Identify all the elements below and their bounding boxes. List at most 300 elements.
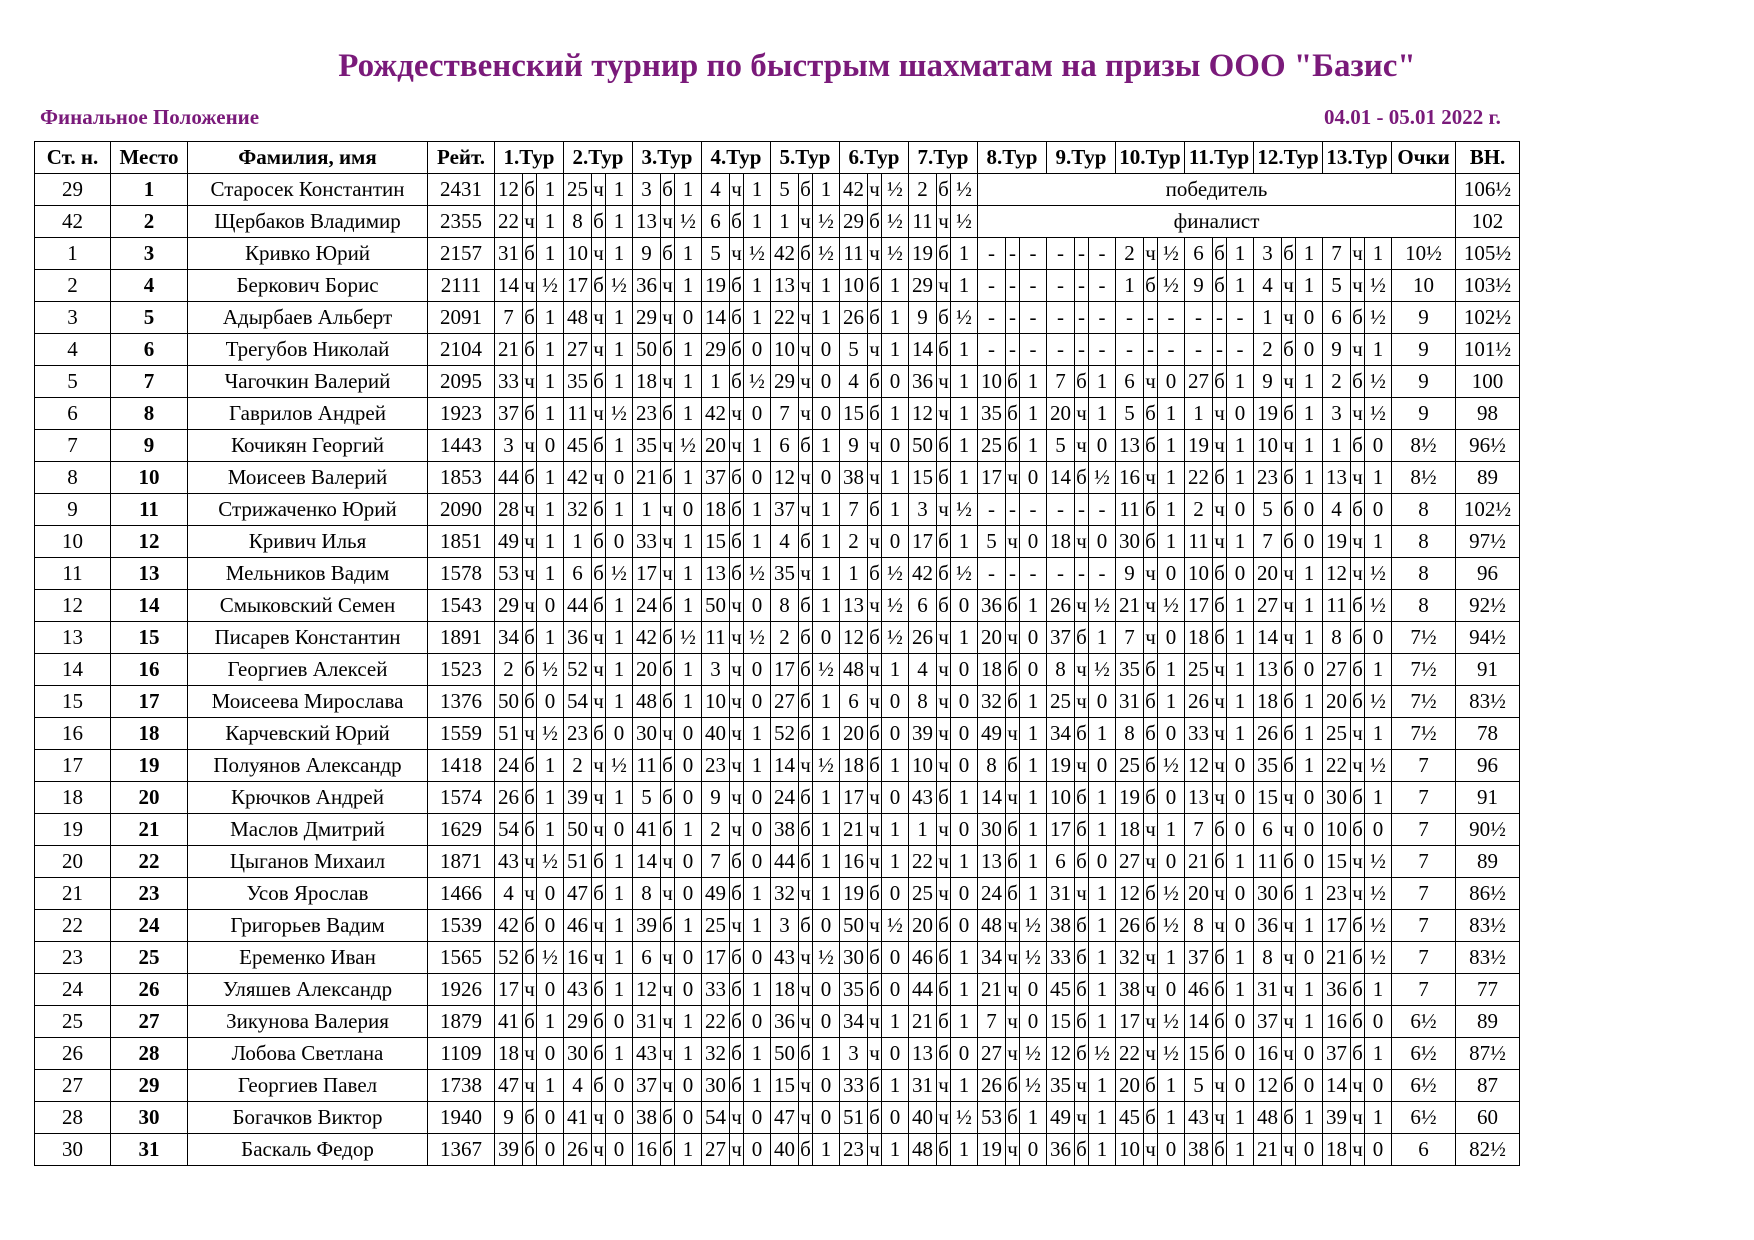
- color-cell: ч: [937, 622, 951, 654]
- result-cell: 1: [951, 622, 978, 654]
- color-cell: ч: [1144, 814, 1158, 846]
- color-cell: -: [1075, 270, 1089, 302]
- result-cell: 1: [1089, 398, 1116, 430]
- opponent-cell: 7: [702, 846, 730, 878]
- opponent-cell: 3: [909, 494, 937, 526]
- opponent-cell: 26: [1185, 686, 1213, 718]
- color-cell: ч: [523, 270, 537, 302]
- color-cell: ч: [1075, 878, 1089, 910]
- tiebreak-cell: 90½: [1456, 814, 1520, 846]
- rating-cell: 2095: [428, 366, 495, 398]
- color-cell: б: [1144, 654, 1158, 686]
- opponent-cell: 29: [840, 206, 868, 238]
- tiebreak-cell: 92½: [1456, 590, 1520, 622]
- opponent-cell: 14: [1254, 622, 1282, 654]
- opponent-cell: 37: [1323, 1038, 1351, 1070]
- color-cell: ч: [868, 590, 882, 622]
- color-cell: -: [1144, 334, 1158, 366]
- opponent-cell: 15: [840, 398, 868, 430]
- opponent-cell: 27: [1116, 846, 1144, 878]
- table-row: [35, 750, 1520, 782]
- result-cell: 1: [1227, 686, 1254, 718]
- result-cell: ½: [1158, 270, 1185, 302]
- opponent-cell: 18: [1116, 814, 1144, 846]
- opponent-cell: 36: [564, 622, 592, 654]
- result-cell: ½: [1020, 910, 1047, 942]
- opponent-cell: 13: [840, 590, 868, 622]
- color-cell: ч: [1213, 430, 1227, 462]
- color-cell: ч: [937, 366, 951, 398]
- result-cell: 0: [744, 782, 771, 814]
- color-cell: б: [661, 654, 675, 686]
- opponent-cell: 47: [495, 1070, 523, 1102]
- result-cell: ½: [1158, 750, 1185, 782]
- result-cell: 1: [951, 1006, 978, 1038]
- result-cell: 1: [1365, 1038, 1392, 1070]
- opponent-cell: 40: [771, 1134, 799, 1166]
- color-cell: ч: [868, 430, 882, 462]
- color-cell: ч: [1351, 878, 1365, 910]
- color-cell: б: [868, 1102, 882, 1134]
- color-cell: ч: [1075, 654, 1089, 686]
- color-cell: ч: [799, 494, 813, 526]
- result-cell: ½: [1365, 878, 1392, 910]
- rating-cell: 1853: [428, 462, 495, 494]
- table-row: [35, 654, 1520, 686]
- header-round: 13.Тур: [1323, 142, 1392, 174]
- place-cell: 7: [111, 366, 188, 398]
- opponent-cell: 2: [840, 526, 868, 558]
- result-cell: ½: [744, 558, 771, 590]
- opponent-cell: 18: [495, 1038, 523, 1070]
- table-row: [35, 238, 1520, 270]
- result-cell: 1: [1296, 398, 1323, 430]
- result-cell: 0: [537, 1038, 564, 1070]
- opponent-cell: 30: [840, 942, 868, 974]
- opponent-cell: 19: [1323, 526, 1351, 558]
- result-cell: 0: [744, 398, 771, 430]
- opponent-cell: 1: [771, 206, 799, 238]
- place-cell: 29: [111, 1070, 188, 1102]
- opponent-cell: 2: [1254, 334, 1282, 366]
- player-name-cell: Полуянов Александр: [188, 750, 428, 782]
- player-name-cell: Писарев Константин: [188, 622, 428, 654]
- header-round: 1.Тур: [495, 142, 564, 174]
- table-row: [35, 814, 1520, 846]
- color-cell: б: [937, 942, 951, 974]
- color-cell: -: [1075, 238, 1089, 270]
- result-cell: 1: [1020, 398, 1047, 430]
- color-cell: ч: [1213, 1102, 1227, 1134]
- color-cell: ч: [661, 494, 675, 526]
- place-cell: 5: [111, 302, 188, 334]
- rating-cell: 2091: [428, 302, 495, 334]
- color-cell: ч: [730, 590, 744, 622]
- place-cell: 28: [111, 1038, 188, 1070]
- result-cell: 1: [882, 270, 909, 302]
- color-cell: б: [1213, 366, 1227, 398]
- table-row: [35, 526, 1520, 558]
- color-cell: б: [799, 910, 813, 942]
- player-name-cell: Карчевский Юрий: [188, 718, 428, 750]
- points-cell: 9: [1392, 334, 1456, 366]
- opponent-cell: 25: [1116, 750, 1144, 782]
- start-number-cell: 12: [35, 590, 111, 622]
- result-cell: 0: [1158, 974, 1185, 1006]
- opponent-cell: 1: [1254, 302, 1282, 334]
- opponent-cell: 1: [1323, 430, 1351, 462]
- result-cell: 0: [882, 974, 909, 1006]
- color-cell: ч: [1006, 718, 1020, 750]
- opponent-cell: -: [1185, 302, 1213, 334]
- opponent-cell: 2: [1185, 494, 1213, 526]
- opponent-cell: 22: [1116, 1038, 1144, 1070]
- player-name-cell: Григорьев Вадим: [188, 910, 428, 942]
- tiebreak-cell: 89: [1456, 846, 1520, 878]
- start-number-cell: 25: [35, 1006, 111, 1038]
- color-cell: ч: [937, 718, 951, 750]
- rating-cell: 1923: [428, 398, 495, 430]
- color-cell: ч: [1075, 686, 1089, 718]
- color-cell: ч: [937, 398, 951, 430]
- result-cell: 0: [813, 366, 840, 398]
- place-cell: 30: [111, 1102, 188, 1134]
- color-cell: б: [523, 782, 537, 814]
- points-cell: 8½: [1392, 430, 1456, 462]
- result-cell: ½: [537, 654, 564, 686]
- result-cell: 1: [1158, 526, 1185, 558]
- tiebreak-cell: 94½: [1456, 622, 1520, 654]
- player-name-cell: Смыковский Семен: [188, 590, 428, 622]
- result-cell: 0: [1296, 942, 1323, 974]
- opponent-cell: 5: [1323, 270, 1351, 302]
- points-cell: 7: [1392, 750, 1456, 782]
- opponent-cell: 12: [771, 462, 799, 494]
- opponent-cell: 44: [909, 974, 937, 1006]
- result-cell: 1: [1158, 1102, 1185, 1134]
- color-cell: ч: [592, 1102, 606, 1134]
- opponent-cell: 22: [909, 846, 937, 878]
- color-cell: б: [1351, 942, 1365, 974]
- player-name-cell: Мельников Вадим: [188, 558, 428, 590]
- color-cell: ч: [523, 1038, 537, 1070]
- color-cell: ч: [799, 558, 813, 590]
- table-header-row: [35, 142, 1520, 174]
- color-cell: б: [523, 238, 537, 270]
- color-cell: ч: [592, 462, 606, 494]
- result-cell: 1: [1296, 558, 1323, 590]
- result-cell: 1: [951, 462, 978, 494]
- opponent-cell: 42: [495, 910, 523, 942]
- result-cell: 1: [675, 270, 702, 302]
- color-cell: б: [1351, 494, 1365, 526]
- result-cell: 0: [813, 334, 840, 366]
- result-cell: 1: [537, 398, 564, 430]
- opponent-cell: 8: [564, 206, 592, 238]
- result-cell: 1: [1296, 238, 1323, 270]
- result-cell: ½: [813, 654, 840, 686]
- table-row: [35, 1070, 1520, 1102]
- color-cell: б: [1144, 1070, 1158, 1102]
- result-cell: 0: [951, 1038, 978, 1070]
- color-cell: б: [1282, 1070, 1296, 1102]
- opponent-cell: 20: [633, 654, 661, 686]
- result-cell: 1: [951, 846, 978, 878]
- color-cell: ч: [523, 974, 537, 1006]
- opponent-cell: 17: [909, 526, 937, 558]
- result-cell: 0: [1158, 622, 1185, 654]
- color-cell: ч: [661, 974, 675, 1006]
- opponent-cell: 39: [909, 718, 937, 750]
- opponent-cell: 36: [1323, 974, 1351, 1006]
- result-cell: 1: [882, 1006, 909, 1038]
- place-cell: 20: [111, 782, 188, 814]
- result-cell: 0: [1020, 654, 1047, 686]
- result-cell: 1: [537, 526, 564, 558]
- result-cell: 0: [813, 462, 840, 494]
- opponent-cell: 1: [564, 526, 592, 558]
- opponent-cell: 44: [771, 846, 799, 878]
- tiebreak-cell: 101½: [1456, 334, 1520, 366]
- color-cell: ч: [1213, 526, 1227, 558]
- opponent-cell: 9: [1185, 270, 1213, 302]
- result-cell: 1: [1296, 750, 1323, 782]
- header-round: 4.Тур: [702, 142, 771, 174]
- color-cell: ч: [937, 494, 951, 526]
- result-cell: 0: [882, 686, 909, 718]
- color-cell: б: [937, 1006, 951, 1038]
- tiebreak-cell: 100: [1456, 366, 1520, 398]
- result-cell: 1: [1365, 334, 1392, 366]
- result-cell: 1: [606, 174, 633, 206]
- opponent-cell: 17: [564, 270, 592, 302]
- header-round: 3.Тур: [633, 142, 702, 174]
- color-cell: ч: [1282, 558, 1296, 590]
- color-cell: ч: [868, 526, 882, 558]
- result-cell: ½: [606, 750, 633, 782]
- result-cell: 0: [744, 1134, 771, 1166]
- color-cell: ч: [592, 814, 606, 846]
- opponent-cell: 31: [1047, 878, 1075, 910]
- result-cell: ½: [1365, 910, 1392, 942]
- opponent-cell: 11: [1254, 846, 1282, 878]
- opponent-cell: 50: [840, 910, 868, 942]
- result-cell: 0: [1365, 622, 1392, 654]
- opponent-cell: 15: [1047, 1006, 1075, 1038]
- color-cell: б: [730, 302, 744, 334]
- rating-cell: 1891: [428, 622, 495, 654]
- opponent-cell: 15: [702, 526, 730, 558]
- opponent-cell: 25: [564, 174, 592, 206]
- result-cell: 1: [1020, 750, 1047, 782]
- color-cell: ч: [1144, 366, 1158, 398]
- opponent-cell: 7: [1323, 238, 1351, 270]
- color-cell: ч: [1075, 590, 1089, 622]
- color-cell: ч: [730, 654, 744, 686]
- color-cell: б: [937, 590, 951, 622]
- start-number-cell: 5: [35, 366, 111, 398]
- result-cell: 1: [537, 366, 564, 398]
- opponent-cell: 12: [1185, 750, 1213, 782]
- color-cell: ч: [1144, 846, 1158, 878]
- result-cell: 0: [675, 302, 702, 334]
- result-cell: 0: [1158, 558, 1185, 590]
- color-cell: б: [730, 366, 744, 398]
- color-cell: б: [730, 1038, 744, 1070]
- result-cell: 1: [1296, 270, 1323, 302]
- color-cell: б: [1006, 1102, 1020, 1134]
- opponent-cell: 15: [1323, 846, 1351, 878]
- opponent-cell: 39: [564, 782, 592, 814]
- color-cell: ч: [1075, 750, 1089, 782]
- color-cell: ч: [1006, 462, 1020, 494]
- result-cell: 0: [1020, 1006, 1047, 1038]
- result-cell: 1: [1020, 846, 1047, 878]
- result-cell: 0: [813, 398, 840, 430]
- color-cell: ч: [1006, 622, 1020, 654]
- result-cell: 0: [951, 878, 978, 910]
- table-row: [35, 910, 1520, 942]
- opponent-cell: 31: [495, 238, 523, 270]
- result-cell: ½: [813, 206, 840, 238]
- start-number-cell: 1: [35, 238, 111, 270]
- color-cell: ч: [1282, 366, 1296, 398]
- start-number-cell: 28: [35, 1102, 111, 1134]
- opponent-cell: 24: [633, 590, 661, 622]
- result-cell: 1: [606, 846, 633, 878]
- color-cell: ч: [523, 1070, 537, 1102]
- color-cell: б: [592, 1006, 606, 1038]
- result-cell: 0: [606, 814, 633, 846]
- result-cell: 1: [675, 910, 702, 942]
- result-cell: 1: [1020, 1102, 1047, 1134]
- result-cell: 0: [1365, 814, 1392, 846]
- color-cell: б: [799, 654, 813, 686]
- result-cell: 1: [882, 1134, 909, 1166]
- place-cell: 4: [111, 270, 188, 302]
- opponent-cell: 8: [1047, 654, 1075, 686]
- color-cell: ч: [937, 846, 951, 878]
- opponent-cell: 53: [495, 558, 523, 590]
- color-cell: ч: [868, 782, 882, 814]
- opponent-cell: 22: [1185, 462, 1213, 494]
- color-cell: б: [1075, 622, 1089, 654]
- result-cell: 0: [1296, 782, 1323, 814]
- result-cell: 1: [537, 494, 564, 526]
- color-cell: ч: [523, 718, 537, 750]
- tiebreak-cell: 60: [1456, 1102, 1520, 1134]
- opponent-cell: 25: [702, 910, 730, 942]
- opponent-cell: 20: [909, 910, 937, 942]
- color-cell: б: [1144, 270, 1158, 302]
- opponent-cell: 31: [633, 1006, 661, 1038]
- opponent-cell: 43: [771, 942, 799, 974]
- opponent-cell: 18: [771, 974, 799, 1006]
- opponent-cell: 51: [495, 718, 523, 750]
- result-cell: 1: [1020, 590, 1047, 622]
- start-number-cell: 19: [35, 814, 111, 846]
- result-cell: 0: [882, 1102, 909, 1134]
- color-cell: ч: [523, 206, 537, 238]
- result-cell: 0: [1020, 974, 1047, 1006]
- result-cell: 0: [1089, 430, 1116, 462]
- result-cell: ½: [813, 238, 840, 270]
- result-cell: 1: [882, 1070, 909, 1102]
- color-cell: ч: [1213, 1070, 1227, 1102]
- place-cell: 16: [111, 654, 188, 686]
- color-cell: ч: [1351, 1102, 1365, 1134]
- opponent-cell: 21: [1254, 1134, 1282, 1166]
- result-cell: 1: [537, 622, 564, 654]
- result-cell: 0: [1296, 654, 1323, 686]
- opponent-cell: 42: [771, 238, 799, 270]
- opponent-cell: 4: [1254, 270, 1282, 302]
- header-round: 6.Тур: [840, 142, 909, 174]
- color-cell: б: [661, 1134, 675, 1166]
- result-cell: 0: [1296, 1070, 1323, 1102]
- place-cell: 19: [111, 750, 188, 782]
- color-cell: б: [523, 750, 537, 782]
- tiebreak-cell: 83½: [1456, 942, 1520, 974]
- opponent-cell: 26: [495, 782, 523, 814]
- color-cell: ч: [1213, 750, 1227, 782]
- opponent-cell: 21: [978, 974, 1006, 1006]
- tiebreak-cell: 102: [1456, 206, 1520, 238]
- opponent-cell: 5: [771, 174, 799, 206]
- opponent-cell: 27: [771, 686, 799, 718]
- opponent-cell: 14: [1323, 1070, 1351, 1102]
- opponent-cell: 5: [1185, 1070, 1213, 1102]
- rating-cell: 1559: [428, 718, 495, 750]
- opponent-cell: -: [978, 558, 1006, 590]
- opponent-cell: 17: [1116, 1006, 1144, 1038]
- result-cell: ½: [1089, 1038, 1116, 1070]
- opponent-cell: 27: [702, 1134, 730, 1166]
- opponent-cell: 31: [1254, 974, 1282, 1006]
- color-cell: б: [937, 526, 951, 558]
- result-cell: ½: [744, 366, 771, 398]
- color-cell: ч: [868, 334, 882, 366]
- color-cell: ч: [592, 1134, 606, 1166]
- note-cell: победитель: [978, 174, 1456, 206]
- opponent-cell: 22: [495, 206, 523, 238]
- color-cell: б: [1351, 366, 1365, 398]
- color-cell: б: [730, 526, 744, 558]
- color-cell: ч: [1006, 1134, 1020, 1166]
- color-cell: б: [523, 334, 537, 366]
- rating-cell: 1418: [428, 750, 495, 782]
- color-cell: ч: [1351, 750, 1365, 782]
- opponent-cell: 10: [1185, 558, 1213, 590]
- color-cell: ч: [1213, 398, 1227, 430]
- opponent-cell: 39: [495, 1134, 523, 1166]
- opponent-cell: -: [1047, 238, 1075, 270]
- result-cell: 1: [1227, 270, 1254, 302]
- player-name-cell: Моисеев Валерий: [188, 462, 428, 494]
- opponent-cell: 14: [909, 334, 937, 366]
- result-cell: 1: [1089, 974, 1116, 1006]
- result-cell: ½: [882, 910, 909, 942]
- result-cell: 1: [951, 270, 978, 302]
- result-cell: 1: [951, 366, 978, 398]
- color-cell: ч: [730, 1134, 744, 1166]
- result-cell: 1: [1296, 910, 1323, 942]
- result-cell: ½: [951, 174, 978, 206]
- result-cell: ½: [537, 942, 564, 974]
- opponent-cell: 24: [771, 782, 799, 814]
- points-cell: 8: [1392, 590, 1456, 622]
- opponent-cell: 37: [771, 494, 799, 526]
